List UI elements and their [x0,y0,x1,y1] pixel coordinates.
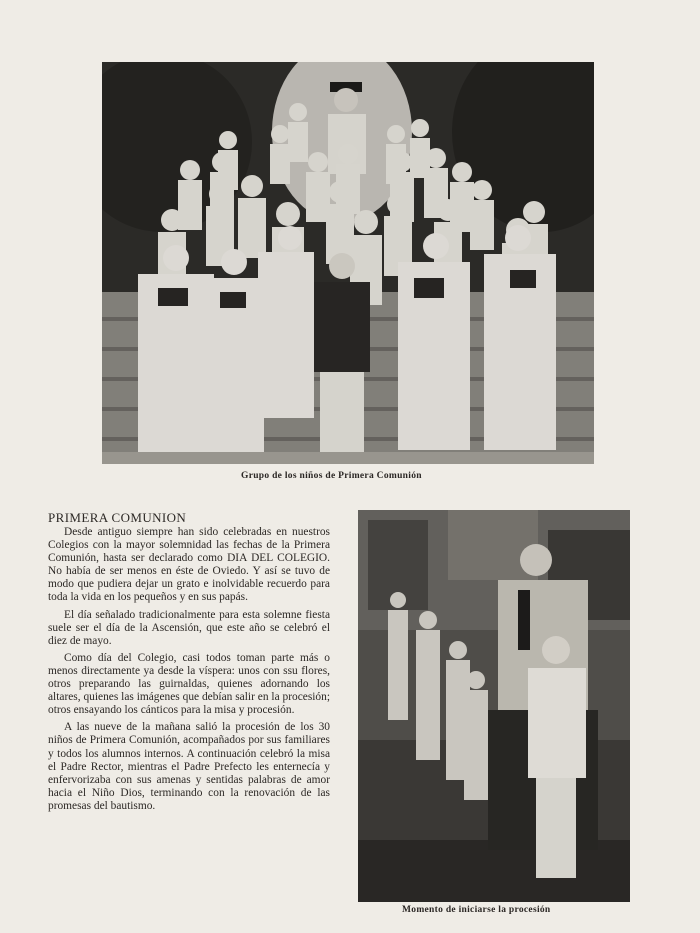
group-photo [102,62,594,464]
article-paragraph: Desde antiguo siempre han sido celebradas en nuestros Colegios con la mayor solemnidad las fechas de la Primera Comunión, hasta ser declarado como DIA DEL COLEGIO. No había de ser menos en éste de Oviedo. Y así se tuvo de modo que pudiera dejar un grato e inolvidable recuerdo para toda la vida en los pequeños y en sus papás. [48,526,330,604]
article-title: PRIMERA COMUNION [48,509,187,525]
top-photo-caption: Grupo de los niños de Primera Comunión [241,471,422,481]
article-paragraph: A las nueve de la mañana salió la procesión de los 30 niños de Primera Comunión, acompañados por sus familiares y todos los alumnos internos. A continuación celebró la misa el Padre Rector, mientras el Padre Prefecto les enternecía y enfervorizaba con sus amenas y sentidas palabras de amor hacia el Niño Dios, terminando con la renovación de las promesas del bautismo. [48,721,330,812]
bottom-photo-caption: Momento de iniciarse la procesión [402,905,551,915]
article-body [48,526,330,817]
procession-photo [358,510,630,902]
article-paragraph: Como día del Colegio, casi todos toman parte más o menos directamente ya desde la víspera: unos con ssu flores, otros preparando las guirnaldas, quienes adornando los altares, quienes las imágenes que debían salir en la procesión; otros ensayando los cánticos para la misa y procesión. [48,651,330,717]
article-paragraph: El día señalado tradicionalmente para esta solemne fiesta suele ser el día de la Ascensión, que este año se celebró el diez de mayo. [48,608,330,647]
